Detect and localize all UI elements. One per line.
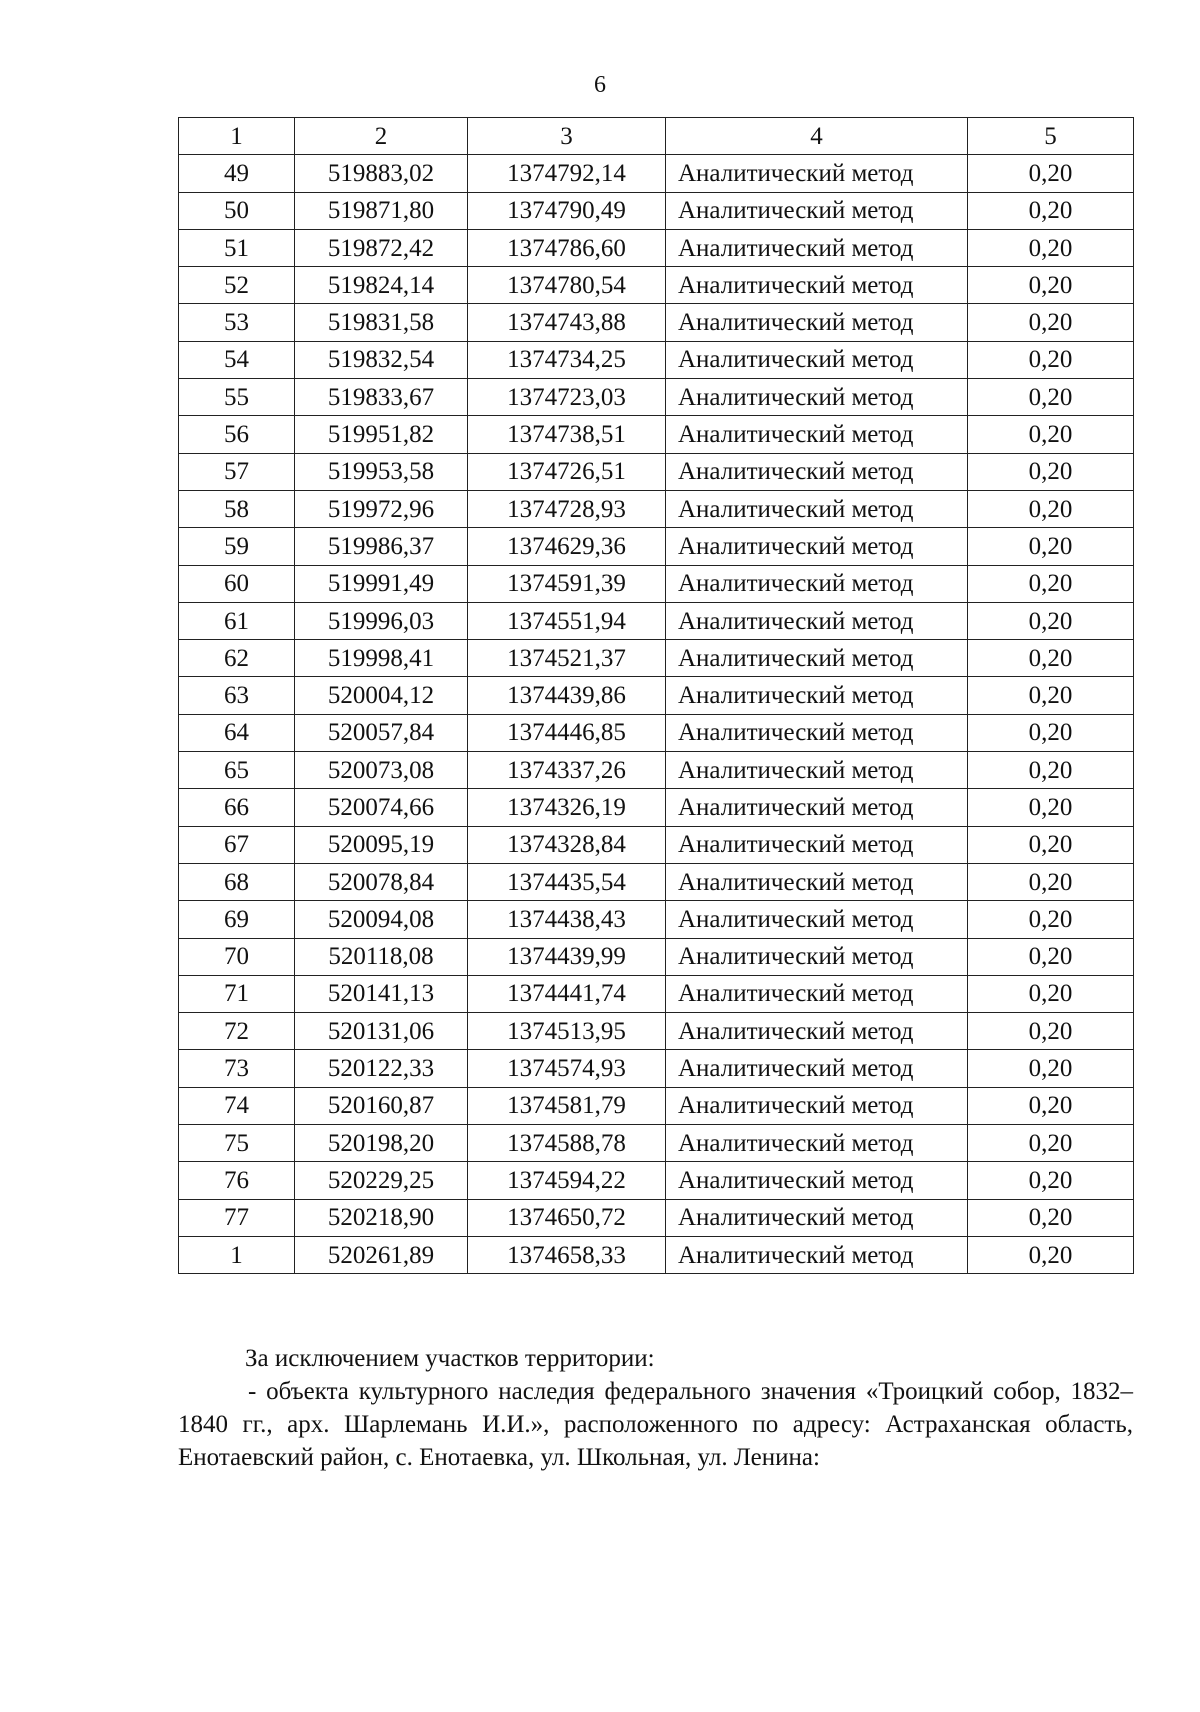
accuracy-cell: 0,20 xyxy=(968,565,1134,602)
accuracy-cell: 0,20 xyxy=(968,1087,1134,1124)
method-cell: Аналитический метод xyxy=(666,192,968,229)
point-number-cell: 55 xyxy=(179,379,295,416)
table-row xyxy=(179,901,1134,938)
point-number-cell: 52 xyxy=(179,267,295,304)
accuracy-cell: 0,20 xyxy=(968,975,1134,1012)
accuracy-cell: 0,20 xyxy=(968,1013,1134,1050)
x-coordinate-cell: 520229,25 xyxy=(295,1162,468,1199)
method-cell: Аналитический метод xyxy=(666,1199,968,1236)
accuracy-cell: 0,20 xyxy=(968,416,1134,453)
method-cell: Аналитический метод xyxy=(666,602,968,639)
x-coordinate-cell: 520218,90 xyxy=(295,1199,468,1236)
x-coordinate-cell: 519951,82 xyxy=(295,416,468,453)
point-number-cell: 72 xyxy=(179,1013,295,1050)
y-coordinate-cell: 1374780,54 xyxy=(468,267,666,304)
x-coordinate-cell: 520118,08 xyxy=(295,938,468,975)
table-row xyxy=(179,1199,1134,1236)
y-coordinate-cell: 1374435,54 xyxy=(468,863,666,900)
accuracy-cell: 0,20 xyxy=(968,602,1134,639)
method-cell: Аналитический метод xyxy=(666,453,968,490)
y-coordinate-cell: 1374328,84 xyxy=(468,826,666,863)
table-row xyxy=(179,1050,1134,1087)
accuracy-cell: 0,20 xyxy=(968,304,1134,341)
accuracy-cell: 0,20 xyxy=(968,677,1134,714)
accuracy-cell: 0,20 xyxy=(968,155,1134,192)
y-coordinate-cell: 1374551,94 xyxy=(468,602,666,639)
y-coordinate-cell: 1374723,03 xyxy=(468,379,666,416)
header-cell-method: 4 xyxy=(666,118,968,155)
accuracy-cell: 0,20 xyxy=(968,267,1134,304)
method-cell: Аналитический метод xyxy=(666,1125,968,1162)
accuracy-cell: 0,20 xyxy=(968,789,1134,826)
method-cell: Аналитический метод xyxy=(666,938,968,975)
table-row xyxy=(179,229,1134,266)
x-coordinate-cell: 519872,42 xyxy=(295,229,468,266)
header-cell-y: 3 xyxy=(468,118,666,155)
point-number-cell: 64 xyxy=(179,714,295,751)
point-number-cell: 68 xyxy=(179,863,295,900)
x-coordinate-cell: 519991,49 xyxy=(295,565,468,602)
x-coordinate-cell: 519824,14 xyxy=(295,267,468,304)
y-coordinate-cell: 1374594,22 xyxy=(468,1162,666,1199)
point-number-cell: 62 xyxy=(179,640,295,677)
y-coordinate-cell: 1374650,72 xyxy=(468,1199,666,1236)
point-number-cell: 58 xyxy=(179,490,295,527)
method-cell: Аналитический метод xyxy=(666,1162,968,1199)
table-row xyxy=(179,975,1134,1012)
x-coordinate-cell: 519996,03 xyxy=(295,602,468,639)
method-cell: Аналитический метод xyxy=(666,1236,968,1273)
method-cell: Аналитический метод xyxy=(666,341,968,378)
table-row xyxy=(179,341,1134,378)
table-row xyxy=(179,1087,1134,1124)
point-number-cell: 77 xyxy=(179,1199,295,1236)
table-row xyxy=(179,453,1134,490)
y-coordinate-cell: 1374726,51 xyxy=(468,453,666,490)
header-cell-accuracy: 5 xyxy=(968,118,1134,155)
method-cell: Аналитический метод xyxy=(666,789,968,826)
y-coordinate-cell: 1374441,74 xyxy=(468,975,666,1012)
table-row xyxy=(179,938,1134,975)
table-row xyxy=(179,379,1134,416)
method-cell: Аналитический метод xyxy=(666,901,968,938)
x-coordinate-cell: 519832,54 xyxy=(295,341,468,378)
accuracy-cell: 0,20 xyxy=(968,1125,1134,1162)
table-header-row xyxy=(179,118,1134,155)
y-coordinate-cell: 1374591,39 xyxy=(468,565,666,602)
y-coordinate-cell: 1374786,60 xyxy=(468,229,666,266)
accuracy-cell: 0,20 xyxy=(968,453,1134,490)
y-coordinate-cell: 1374728,93 xyxy=(468,490,666,527)
y-coordinate-cell: 1374513,95 xyxy=(468,1013,666,1050)
table-row xyxy=(179,1162,1134,1199)
page-number: 6 xyxy=(594,72,606,98)
y-coordinate-cell: 1374326,19 xyxy=(468,789,666,826)
x-coordinate-cell: 520160,87 xyxy=(295,1087,468,1124)
point-number-cell: 60 xyxy=(179,565,295,602)
y-coordinate-cell: 1374790,49 xyxy=(468,192,666,229)
table-row xyxy=(179,826,1134,863)
method-cell: Аналитический метод xyxy=(666,1087,968,1124)
y-coordinate-cell: 1374588,78 xyxy=(468,1125,666,1162)
point-number-cell: 69 xyxy=(179,901,295,938)
point-number-cell: 63 xyxy=(179,677,295,714)
method-cell: Аналитический метод xyxy=(666,528,968,565)
method-cell: Аналитический метод xyxy=(666,752,968,789)
accuracy-cell: 0,20 xyxy=(968,528,1134,565)
point-number-cell: 66 xyxy=(179,789,295,826)
point-number-cell: 70 xyxy=(179,938,295,975)
table-row xyxy=(179,192,1134,229)
y-coordinate-cell: 1374734,25 xyxy=(468,341,666,378)
y-coordinate-cell: 1374629,36 xyxy=(468,528,666,565)
point-number-cell: 50 xyxy=(179,192,295,229)
table-row xyxy=(179,416,1134,453)
method-cell: Аналитический метод xyxy=(666,975,968,1012)
table-row xyxy=(179,1236,1134,1273)
x-coordinate-cell: 520078,84 xyxy=(295,863,468,900)
method-cell: Аналитический метод xyxy=(666,267,968,304)
y-coordinate-cell: 1374438,43 xyxy=(468,901,666,938)
point-number-cell: 67 xyxy=(179,826,295,863)
method-cell: Аналитический метод xyxy=(666,640,968,677)
table-row xyxy=(179,304,1134,341)
method-cell: Аналитический метод xyxy=(666,304,968,341)
accuracy-cell: 0,20 xyxy=(968,938,1134,975)
x-coordinate-cell: 520057,84 xyxy=(295,714,468,751)
accuracy-cell: 0,20 xyxy=(968,863,1134,900)
table-row xyxy=(179,528,1134,565)
method-cell: Аналитический метод xyxy=(666,379,968,416)
point-number-cell: 76 xyxy=(179,1162,295,1199)
exclusions-text xyxy=(178,1342,1133,1474)
y-coordinate-cell: 1374439,99 xyxy=(468,938,666,975)
method-cell: Аналитический метод xyxy=(666,416,968,453)
x-coordinate-cell: 519998,41 xyxy=(295,640,468,677)
point-number-cell: 74 xyxy=(179,1087,295,1124)
point-number-cell: 71 xyxy=(179,975,295,1012)
point-number-cell: 1 xyxy=(179,1236,295,1273)
x-coordinate-cell: 520004,12 xyxy=(295,677,468,714)
table-row xyxy=(179,490,1134,527)
coordinates-table xyxy=(178,117,1134,1274)
method-cell: Аналитический метод xyxy=(666,1013,968,1050)
y-coordinate-cell: 1374743,88 xyxy=(468,304,666,341)
accuracy-cell: 0,20 xyxy=(968,490,1134,527)
point-number-cell: 61 xyxy=(179,602,295,639)
y-coordinate-cell: 1374581,79 xyxy=(468,1087,666,1124)
table-row xyxy=(179,602,1134,639)
method-cell: Аналитический метод xyxy=(666,229,968,266)
point-number-cell: 49 xyxy=(179,155,295,192)
point-number-cell: 51 xyxy=(179,229,295,266)
x-coordinate-cell: 520141,13 xyxy=(295,975,468,1012)
accuracy-cell: 0,20 xyxy=(968,826,1134,863)
point-number-cell: 54 xyxy=(179,341,295,378)
x-coordinate-cell: 519986,37 xyxy=(295,528,468,565)
accuracy-cell: 0,20 xyxy=(968,752,1134,789)
accuracy-cell: 0,20 xyxy=(968,1199,1134,1236)
table-body xyxy=(179,155,1134,1274)
accuracy-cell: 0,20 xyxy=(968,379,1134,416)
method-cell: Аналитический метод xyxy=(666,155,968,192)
y-coordinate-cell: 1374337,26 xyxy=(468,752,666,789)
x-coordinate-cell: 520198,20 xyxy=(295,1125,468,1162)
x-coordinate-cell: 520095,19 xyxy=(295,826,468,863)
method-cell: Аналитический метод xyxy=(666,677,968,714)
header-cell-x: 2 xyxy=(295,118,468,155)
point-number-cell: 56 xyxy=(179,416,295,453)
x-coordinate-cell: 519871,80 xyxy=(295,192,468,229)
y-coordinate-cell: 1374738,51 xyxy=(468,416,666,453)
table-row xyxy=(179,565,1134,602)
method-cell: Аналитический метод xyxy=(666,565,968,602)
x-coordinate-cell: 520073,08 xyxy=(295,752,468,789)
table-row xyxy=(179,789,1134,826)
method-cell: Аналитический метод xyxy=(666,863,968,900)
accuracy-cell: 0,20 xyxy=(968,714,1134,751)
y-coordinate-cell: 1374574,93 xyxy=(468,1050,666,1087)
table-row xyxy=(179,677,1134,714)
accuracy-cell: 0,20 xyxy=(968,901,1134,938)
x-coordinate-cell: 520122,33 xyxy=(295,1050,468,1087)
accuracy-cell: 0,20 xyxy=(968,341,1134,378)
table-row xyxy=(179,267,1134,304)
x-coordinate-cell: 520261,89 xyxy=(295,1236,468,1273)
table-row xyxy=(179,155,1134,192)
y-coordinate-cell: 1374439,86 xyxy=(468,677,666,714)
table-row xyxy=(179,714,1134,751)
x-coordinate-cell: 520074,66 xyxy=(295,789,468,826)
point-number-cell: 73 xyxy=(179,1050,295,1087)
table-row xyxy=(179,1125,1134,1162)
y-coordinate-cell: 1374521,37 xyxy=(468,640,666,677)
table-row xyxy=(179,863,1134,900)
point-number-cell: 53 xyxy=(179,304,295,341)
point-number-cell: 65 xyxy=(179,752,295,789)
x-coordinate-cell: 520094,08 xyxy=(295,901,468,938)
accuracy-cell: 0,20 xyxy=(968,1050,1134,1087)
exclusions-lead: За исключением участков территории: xyxy=(245,1345,655,1372)
table-row xyxy=(179,1013,1134,1050)
method-cell: Аналитический метод xyxy=(666,490,968,527)
method-cell: Аналитический метод xyxy=(666,714,968,751)
x-coordinate-cell: 519831,58 xyxy=(295,304,468,341)
x-coordinate-cell: 519953,58 xyxy=(295,453,468,490)
y-coordinate-cell: 1374658,33 xyxy=(468,1236,666,1273)
x-coordinate-cell: 519883,02 xyxy=(295,155,468,192)
accuracy-cell: 0,20 xyxy=(968,192,1134,229)
accuracy-cell: 0,20 xyxy=(968,640,1134,677)
y-coordinate-cell: 1374792,14 xyxy=(468,155,666,192)
x-coordinate-cell: 520131,06 xyxy=(295,1013,468,1050)
accuracy-cell: 0,20 xyxy=(968,229,1134,266)
table-row xyxy=(179,640,1134,677)
point-number-cell: 75 xyxy=(179,1125,295,1162)
x-coordinate-cell: 519833,67 xyxy=(295,379,468,416)
point-number-cell: 57 xyxy=(179,453,295,490)
header-cell-point-number: 1 xyxy=(179,118,295,155)
point-number-cell: 59 xyxy=(179,528,295,565)
method-cell: Аналитический метод xyxy=(666,826,968,863)
y-coordinate-cell: 1374446,85 xyxy=(468,714,666,751)
accuracy-cell: 0,20 xyxy=(968,1162,1134,1199)
method-cell: Аналитический метод xyxy=(666,1050,968,1087)
x-coordinate-cell: 519972,96 xyxy=(295,490,468,527)
accuracy-cell: 0,20 xyxy=(968,1236,1134,1273)
heritage-object-item: - объекта культурного наследия федерального значения «Троицкий собор, 1832–1840 гг., арх. Шарлемань И.И.», расположенного по адресу: Астраханская область, Енотаевский район, с. Енотаевка, ул. Школьная, ул. Ленина: xyxy=(178,1378,1133,1471)
table-row xyxy=(179,752,1134,789)
